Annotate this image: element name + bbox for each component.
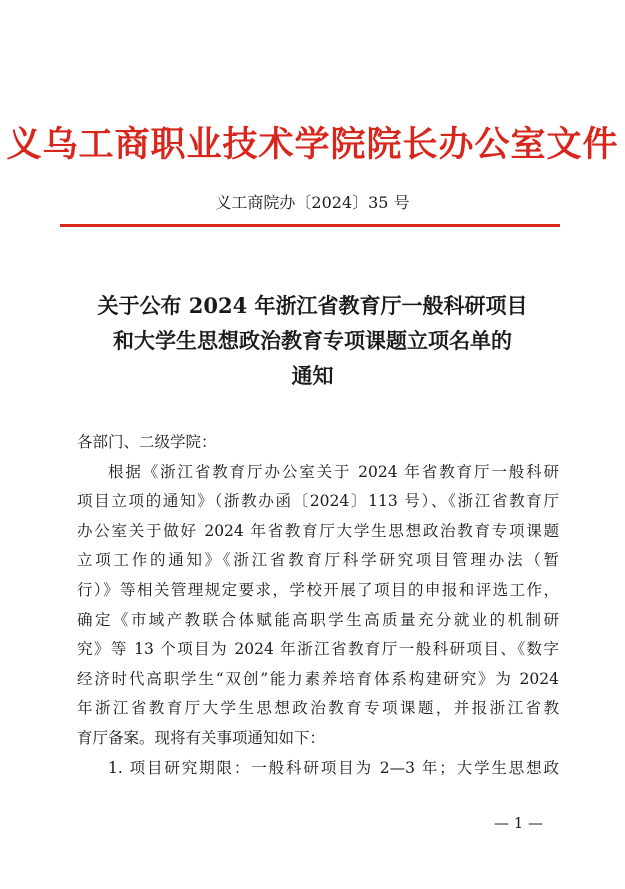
body-line: 根据《浙江省教育厅办公室关于 2024 年省教育厅一般科研	[108, 462, 559, 481]
body-line: 项目立项的通知》（浙教办函〔2024〕113 号）、《浙江省教育厅	[77, 492, 559, 511]
body-line: 立项工作的通知》《浙江省教育厅科学研究项目管理办法（暂	[77, 551, 559, 570]
document-header-title: 义乌工商职业技术学院院长办公室文件	[6, 124, 619, 165]
document-number: 义工商院办〔2024〕35 号	[215, 193, 410, 212]
body-line: 办公室关于做好 2024 年省教育厅大学生思想政治教育专项课题	[77, 521, 559, 540]
body-line: 确定《市域产教联合体赋能高职学生高质量充分就业的机制研	[77, 610, 559, 629]
body-line: 行）》等相关管理规定要求，学校开展了项目的申报和评选工作，	[77, 580, 559, 599]
body-line: 年浙江省教育厅大学生思想政治教育专项课题，并报浙江省教	[77, 699, 559, 718]
notice-title	[0, 288, 625, 393]
body-line: 究》等 13 个项目为 2024 年浙江省教育厅一般科研项目、《数字	[77, 640, 559, 659]
notice-title-line: 关于公布 2024 年浙江省教育厅一般科研项目	[97, 293, 528, 318]
body-line: 经济时代高职学生“双创”能力素养培育体系构建研究》为 2024	[77, 669, 559, 688]
notice-title-line: 通知	[291, 363, 334, 388]
salutation: 各部门、二级学院：	[77, 433, 217, 451]
page-number: — 1 —	[494, 814, 544, 832]
list-item-1: 1. 项目研究期限：一般科研项目为 2—3 年；大学生思想政	[108, 758, 559, 777]
notice-title-line: 和大学生思想政治教育专项课题立项名单的	[113, 328, 512, 353]
red-divider	[60, 224, 560, 227]
notice-body	[77, 428, 559, 783]
body-line: 育厅备案。现将有关事项通知如下：	[77, 728, 326, 747]
